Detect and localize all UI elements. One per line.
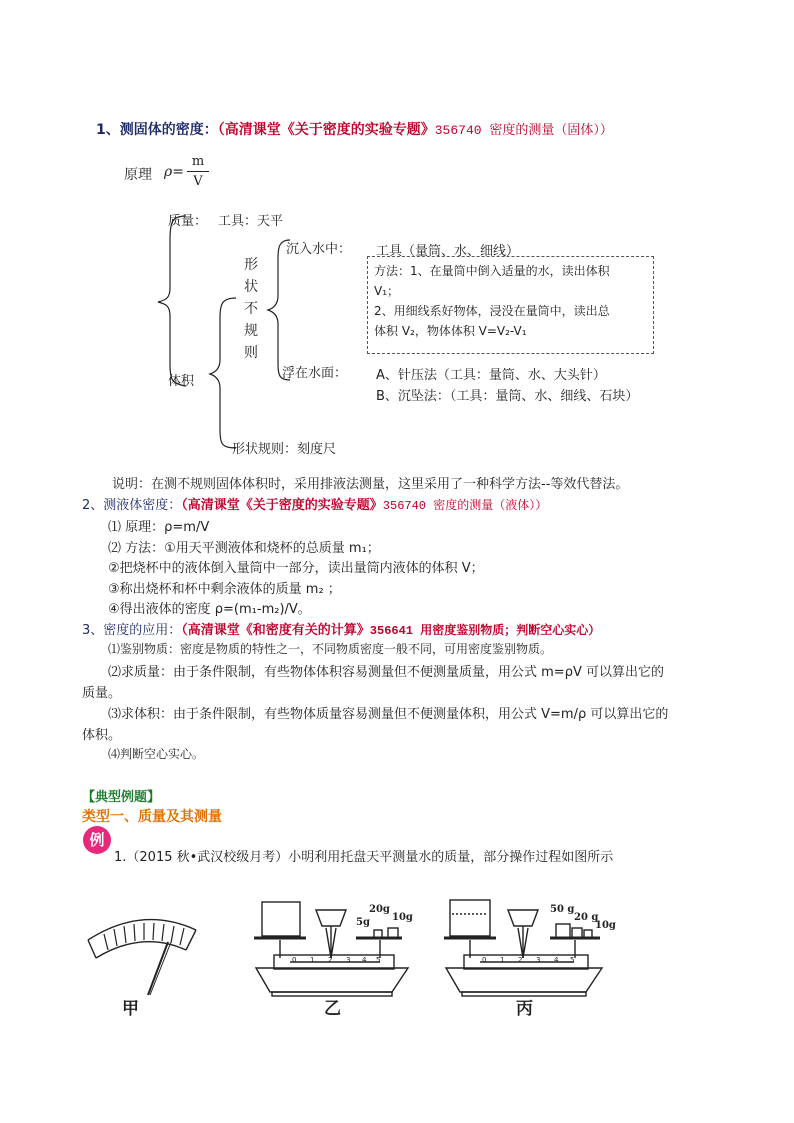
sec3-heading-code: 356641 用密度鉴别物质；判断空心实心） <box>369 624 601 638</box>
yi-tick-4: 4 <box>362 956 367 964</box>
sec2-line: ②把烧杯中的液体倒入量筒中一部分，读出量筒内液体的体积 V； <box>108 561 484 576</box>
bing-tick-3: 3 <box>536 956 541 964</box>
fraction-denominator: V <box>193 174 203 189</box>
sec1-note: 说明：在测不规则固体体积时，采用排液法测量，这里采用了一种科学方法--等效代替法。 <box>112 477 629 492</box>
volume-label: 体积 <box>168 374 195 389</box>
yi-base <box>256 968 408 992</box>
bing-dial <box>508 910 538 926</box>
bing-beaker <box>450 900 490 936</box>
sec2-line: ④得出液体的密度 ρ=(m₁-m₂)/V。 <box>108 602 311 617</box>
dial-jia <box>88 920 196 995</box>
dial-inner-arc <box>96 942 186 958</box>
mass-tool: 工具：天平 <box>218 214 284 229</box>
irregular-char: 不 <box>244 301 258 317</box>
yi-tick-3: 3 <box>346 956 351 964</box>
dial-ticks <box>104 923 184 950</box>
sec3-heading-ref: （高清课堂《和密度有关的计算》 <box>181 623 370 638</box>
regular-shape: 形状规则：刻度尺 <box>232 442 337 457</box>
method-line-3: 2、用细线系好物体，浸没在量筒中，读出总 <box>374 304 610 318</box>
question-1: 1.（2015 秋•武汉校级月考）小明利用托盘天平测量水的质量，部分操作过程如图所示 <box>114 850 614 865</box>
sec1-heading-code: 356740 密度的测量（固体）） <box>434 123 613 138</box>
method-line-1: 方法：1、在量筒中倒入适量的水，读出体积 <box>374 264 610 278</box>
sec3-line-1: ⑴鉴别物质：密度是物质的特性之一，不同物质密度一般不同，可用密度鉴别物质。 <box>108 642 553 656</box>
examples-title: 【典型例题】 <box>82 790 161 805</box>
weight-5g: 5g <box>356 917 370 928</box>
float-method-a: A、针压法（工具：量筒、水、大头针） <box>376 368 606 383</box>
yi-dial <box>316 910 346 926</box>
sec3-line-2b: 质量。 <box>82 686 122 701</box>
sec2-heading-ref: （高清课堂《关于密度的实验专题》 <box>181 498 383 513</box>
label-yi: 乙 <box>324 999 341 1019</box>
label-bing: 丙 <box>516 999 533 1019</box>
balance-yi <box>254 902 408 996</box>
sec1-heading-num: 1、测固体的密度： <box>96 122 218 138</box>
irregular-char: 规 <box>244 323 258 339</box>
sec2-heading-num: 2、测液体密度： <box>82 498 182 513</box>
sec3-line-3b: 体积。 <box>82 728 122 743</box>
method-line-2: V₁； <box>374 284 400 298</box>
sec2-line: ⑴ 原理：ρ=m/V <box>108 520 210 535</box>
yi-tick-0: 0 <box>292 956 297 964</box>
weight-20g-b: 20 g <box>574 912 599 923</box>
weight-50g: 50 g <box>550 904 575 915</box>
fraction-numerator: m <box>191 154 205 169</box>
method-line-4: 体积 V₂，物体体积 V=V₂-V₁ <box>374 324 527 338</box>
bing-tick-4: 4 <box>554 956 559 964</box>
mass-label: 质量： <box>168 214 208 229</box>
dial-needle <box>148 942 168 995</box>
yi-tick-1: 1 <box>310 956 315 964</box>
sec3-line-4: ⑷判断空心实心。 <box>108 747 205 761</box>
weight-20g: 20g <box>369 904 390 915</box>
yi-beaker <box>262 902 300 936</box>
bing-tick-2: 2 <box>518 956 523 964</box>
principle-label: 原理 <box>124 167 152 183</box>
sink-label: 沉入水中： <box>286 242 352 257</box>
weight-10g: 10g <box>392 912 413 923</box>
yi-tick-5: 5 <box>376 956 381 964</box>
sec1-heading-ref: （高清课堂《关于密度的实验专题》 <box>217 122 435 138</box>
sec3-line-3a: ⑶求体积：由于条件限制，有些物体质量容易测量但不便测量体积，用公式 V=m/ρ 可以算出它的 <box>108 707 669 722</box>
weight-10g-b: 10g <box>595 920 616 931</box>
sec2-heading-code: 356740 密度的测量（液体）） <box>382 499 548 513</box>
label-jia: 甲 <box>122 999 139 1019</box>
bing-tick-5: 5 <box>570 956 575 964</box>
float-label: 浮在水面： <box>282 366 348 381</box>
example-badge: 例 <box>83 826 111 854</box>
sec2-line: ⑵ 方法：①用天平测液体和烧杯的总质量 m₁； <box>108 541 380 556</box>
sec3-line-2a: ⑵求质量：由于条件限制，有些物体体积容易测量但不便测量质量，用公式 m=ρV 可以算出它的 <box>108 665 664 680</box>
irregular-char: 状 <box>244 279 258 295</box>
rho-symbol: ρ= <box>164 164 184 180</box>
yi-tick-2: 2 <box>328 956 333 964</box>
irregular-char: 形 <box>244 257 258 273</box>
irregular-char: 则 <box>244 345 258 361</box>
bing-base <box>446 968 602 992</box>
type1-heading: 类型一、质量及其测量 <box>82 809 222 825</box>
float-method-b: B、沉坠法：（工具：量筒、水、细线、石块） <box>376 389 639 404</box>
sink-tool: 工具（量筒、水、细线） <box>376 244 520 259</box>
bing-tick-1: 1 <box>500 956 505 964</box>
bing-tick-0: 0 <box>482 956 487 964</box>
sec2-line: ③称出烧杯和杯中剩余液体的质量 m₂ ； <box>108 582 341 597</box>
bing-weight-50g <box>556 924 570 938</box>
sec3-heading-num: 3、密度的应用： <box>82 623 182 638</box>
